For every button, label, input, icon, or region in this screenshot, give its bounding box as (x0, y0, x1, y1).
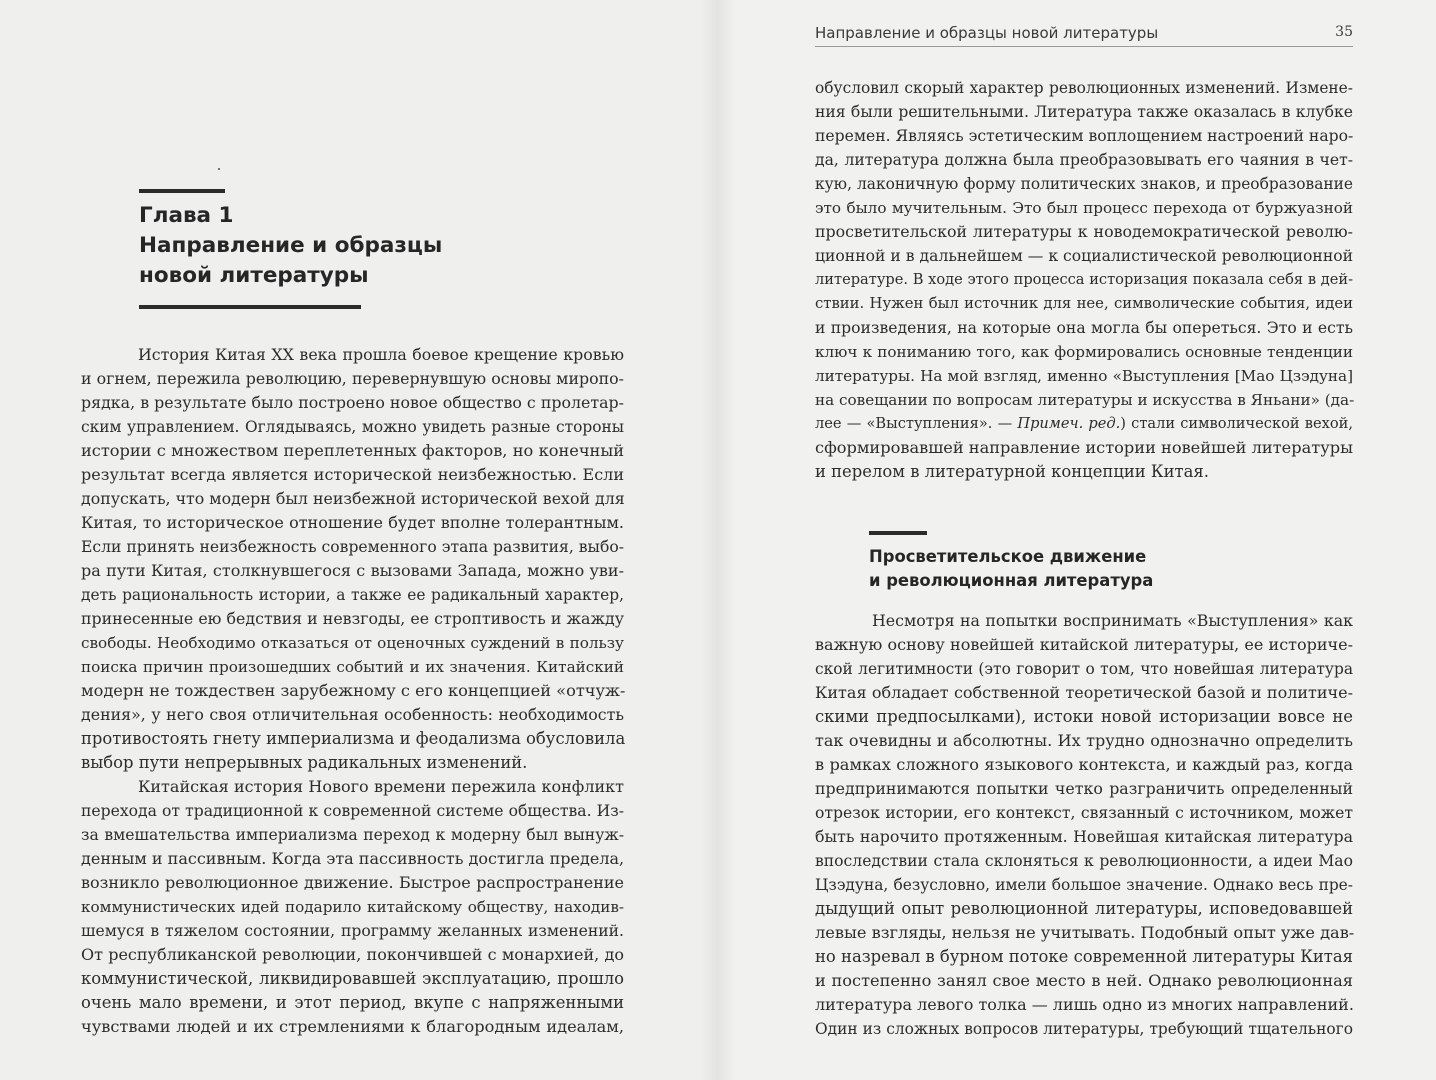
text-line: и огнем, пережила революцию, перевернувшую основы миропо- (81, 369, 624, 388)
text-line: чувствами людей и их стремлениями к благородным идеалам, (81, 1017, 624, 1036)
text-line: скими предпосылками), истоки новой историзации вовсе не (815, 707, 1353, 726)
section-heading (869, 531, 1269, 593)
text-line-with-note (815, 412, 1353, 436)
text-line: кую, лаконичную форму политических знаков, и преобразование (815, 175, 1353, 193)
left-body-text (81, 343, 624, 1039)
print-mark (218, 168, 220, 170)
text-line: принесенные ею бедствия и невзгоды, ее строптивость и жажду (81, 609, 624, 628)
text-line: впоследствии стала склоняться к революционности, а идеи Мао (815, 852, 1353, 870)
text-line: коммунистических идей подарило китайскому обществу, находив- (81, 898, 624, 916)
text-line: возникло революционное движение. Быстрое распространение (81, 873, 624, 892)
text-line: деть рациональность истории, а также ее радикальный характер, (81, 586, 624, 604)
text-line: это было мучительным. Это был процесс перехода от буржуазной (815, 199, 1353, 217)
text-line: ским управлением. Оглядываясь, можно увидеть разные стороны (81, 418, 624, 436)
text-line: ционной и в дальнейшем — к социалистической революционной (815, 247, 1353, 265)
text-line: Китая обладает собственной теоретической базой и политиче- (815, 683, 1353, 702)
text-line: быть нарочито протяженным. Новейшая китайская литература (815, 827, 1353, 846)
text-line: Китайская история Нового времени пережила конфликт (138, 777, 624, 796)
section-title-line: и революционная литература (869, 571, 1154, 590)
chapter-heading (139, 189, 619, 309)
chapter-rule-top (139, 189, 225, 193)
text-line: ра пути Китая, столкнувшегося с вызовами Запада, можно уви- (81, 561, 624, 580)
text-line: сформировавшей направление истории новейшей литературы (815, 438, 1353, 457)
section-title-line: Просветительское движение (869, 547, 1147, 566)
text-line: обусловил скорый характер революционных изменений. Измене- (815, 79, 1353, 97)
text-line: за вмешательства империализма переход к модерну был вынуж- (81, 826, 624, 844)
text-line: так очевидны и абсолютны. Их трудно однозначно определить (815, 731, 1353, 750)
text-line: предпринимаются попытки четко разграничить определенный (815, 779, 1353, 798)
text-fragment: лее — «Выступления». — (815, 415, 1018, 432)
text-line: отрезок истории, его контекст, связанный с источником, может (815, 804, 1353, 822)
right-body-text (815, 76, 1353, 484)
text-line: Цзэдуна, безусловно, имели большое значение. Однако весь пре- (815, 876, 1353, 894)
text-line: ключ к пониманию того, как формировались основные тенденции (815, 343, 1353, 361)
chapter-rule-bottom (139, 305, 361, 309)
text-line: и постепенно занял свое место в ней. Однако революционная (815, 971, 1353, 990)
text-line: ствии. Нужен был источник для нее, символические события, идеи (815, 295, 1353, 312)
text-line: ния были решительными. Литература также оказалась в клубке (815, 103, 1353, 121)
text-line: важную основу новейшей китайской литературы, ее историче- (815, 635, 1353, 654)
text-line: Несмотря на попытки воспринимать «Выступления» как (872, 611, 1353, 630)
text-line: допускать, что модерн был неизбежной исторической вехой для (81, 489, 625, 508)
chapter-label: Глава 1 (139, 203, 234, 228)
text-line: Один из сложных вопросов литературы, требующий тщательного (815, 1020, 1353, 1038)
text-line: противостоять гнету империализма и феодализма обусловила (81, 729, 626, 748)
text-line: модерн не тождествен зарубежному с его концепцией «отчуж- (81, 681, 626, 700)
text-line: литературы. На мой взгляд, именно «Выступления [Мао Цзэдуна] (815, 367, 1353, 385)
text-line: выбор пути непрерывных радикальных изменений. (81, 753, 528, 772)
chapter-title-line: Направление и образцы (139, 233, 443, 258)
text-line: коммунистической, ликвидировавшей эксплуатацию, прошло (81, 969, 624, 988)
running-head (815, 24, 1353, 47)
editor-note: Примеч. ред. (1017, 415, 1121, 432)
text-line: перемен. Являясь эстетическим воплощением настроений наро- (815, 127, 1354, 145)
text-line: денным и пассивным. Когда эта пассивность достигла предела, (81, 849, 625, 868)
text-line: литература левого толка — лишь одно из многих направлений. (815, 995, 1354, 1014)
text-line: и произведения, на которые она могла бы опереться. Это и есть (815, 319, 1353, 337)
text-line: Если принять неизбежность современного этапа развития, выбо- (81, 538, 624, 556)
text-line: результат всегда является исторической неизбежностью. Если (81, 465, 624, 484)
text-line: свободы. Необходимо отказаться от оценочных суждений в пользу (81, 634, 624, 652)
text-line: рядка, в результате было построено новое общество с пролетар- (81, 393, 624, 412)
text-line: перехода от традиционной к современной системе общества. Из- (81, 802, 624, 820)
text-line: дыдущий опыт революционной литературы, исповедовавшей (815, 899, 1353, 918)
chapter-title-line: новой литературы (139, 263, 369, 288)
text-line: просветительской литературы к новодемократической револю- (815, 222, 1353, 241)
text-line: литературе. В ходе этого процесса историзация показала себя в дей- (815, 271, 1353, 288)
page-number: 35 (1335, 24, 1353, 40)
text-line: Китая, то историческое отношение будет вполне толерантным. (81, 513, 624, 532)
text-line: дения», у него своя отличительная особенность: необходимость (81, 705, 624, 724)
text-line: и перелом в литературной концепции Китая. (815, 462, 1209, 481)
text-line: левые взгляды, нельзя не учитывать. Подобный опыт уже дав- (815, 923, 1355, 942)
text-line: в рамках сложного языкового контекста, и каждый раз, когда (815, 755, 1353, 774)
book-gutter (700, 0, 736, 1080)
text-line: очень мало времени, и этот период, вкупе с напряженными (81, 993, 624, 1012)
text-line: шемуся в тяжелом состоянии, программу желанных изменений. (81, 922, 624, 940)
text-line: поиска причин произошедших событий и их значения. Китайский (81, 658, 624, 676)
section-rule (869, 531, 927, 535)
text-line: да, литература должна была преобразовывать его чаяния в чет- (815, 151, 1353, 169)
text-line: но назревал в бурном потоке современной литературы Китая (815, 947, 1353, 966)
running-head-title: Направление и образцы новой литературы (815, 24, 1159, 42)
text-line: на совещании по вопросам литературы и искусства в Яньани» (да- (815, 391, 1355, 409)
text-line: ской легитимности (это говорит о том, что новейшая литература (815, 660, 1353, 678)
right-body-text-2 (815, 609, 1353, 1041)
text-line: История Китая XX века прошла боевое крещение кровью (138, 345, 624, 364)
text-line: истории с множеством переплетенных факторов, но конечный (81, 441, 624, 460)
text-line: От республиканской революции, покончившей с монархией, до (81, 945, 624, 964)
text-fragment: ) стали символической вехой, (1120, 415, 1353, 432)
